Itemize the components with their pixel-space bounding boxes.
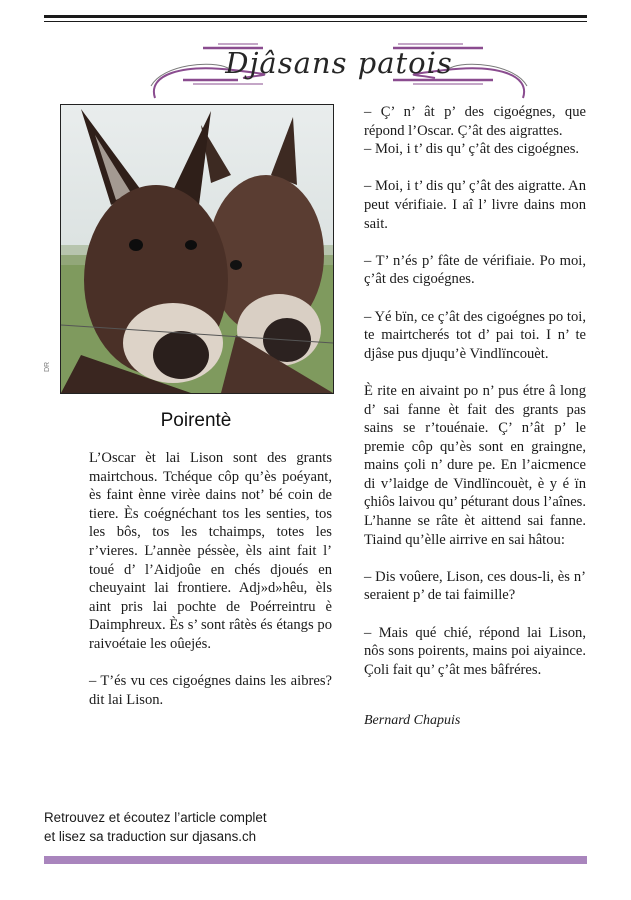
footer-line-1: Retrouvez et écoutez l’article complet [44, 810, 267, 825]
paragraph: – T’ n’és p’ fâte de vérifiaie. Po moi, ç’ât des cigoégnes. [364, 252, 586, 288]
paragraph: – Ç’ n’ ât p’ des cigoégnes, que répond l’Oscar. Ç’ât des aigrattes. [364, 104, 586, 139]
paragraph: – Dis voûere, Lison, ces dous-li, ès n’ seraient p’ de tai faimille? [364, 568, 586, 604]
top-rule-thick [44, 15, 587, 18]
paragraph: – Moi, i t’ dis qu’ ç’ât des aigratte. An peut vérifiaie. I aî l’ livre dains mon sait. [364, 178, 586, 232]
top-rule-thin [44, 21, 587, 22]
paragraph: – T’és vu ces cigoégnes dains les aibres? dit lai Lison. [89, 673, 332, 708]
author-byline: Bernard Chapuis [364, 713, 461, 729]
footer-line-2: et lisez sa traduction sur djasans.ch [44, 829, 257, 844]
article-photo [60, 104, 334, 394]
masthead-title: Djâsans patois [225, 46, 453, 80]
paragraph: L’Oscar èt lai Lison sont des grants mairtchous. Tchéque côp qu’ès poéyant, ès faint ènne virèe dains not’ bé coin de tiere. Ès coégnéchant tos les senties, tos les bôs, tos les tchaimps, totes les r’vieres. L’annèe péssèe, èls aint fait l’ toué d’ l’Aidjoûe en chés djoués en cheuyaint lai frontiere. Adj»d»hêu, èls aint pris lai pochte de Poérreintru è Daimphreux. Ès s’ sont râtès és étangs po raivoétaie les oûejés. [89, 450, 332, 652]
donkeys-illustration [61, 105, 333, 393]
article-title: Poirentè [160, 410, 232, 431]
paragraph: – Moi, i t’ dis qu’ ç’ât des cigoégnes. [364, 141, 580, 158]
footer-bar [44, 856, 587, 864]
article-column-1 [89, 449, 332, 709]
paragraph: – Yé bïn, ce ç’ât des cigoégnes po toi, te mairtcherés tot d’ pai toi. I n’ te djâse pus djuqu’è Vindlïncouèt. [364, 308, 586, 362]
paragraph: È rite en aivaint po n’ pus étre â long d’ sai fanne èt fait des grants pas sains se r’touénaie. Ç’ n’ât p’ le premie côp qu’ès sont en graingne, mains çoli n’ dure pe. En l’aicmence di v’laidge de Vindlïncouèt, è y é ïn çhiôs laivou qu’ péturant dous l’aînes. L’hanne se râte èt aittend sai fanne. Tiaind qu’èlle airrive en sai hâtou: [364, 382, 586, 548]
footer-note [44, 808, 344, 846]
photo-credit: DR [44, 361, 51, 372]
paragraph: – Mais qué chié, répond lai Lison, nôs sons poirents, mains poi aiyaince. Çoli fait qu’ ç’ât mes bâfréres. [364, 624, 586, 678]
article-column-2 [364, 103, 586, 731]
section-masthead [143, 34, 535, 104]
